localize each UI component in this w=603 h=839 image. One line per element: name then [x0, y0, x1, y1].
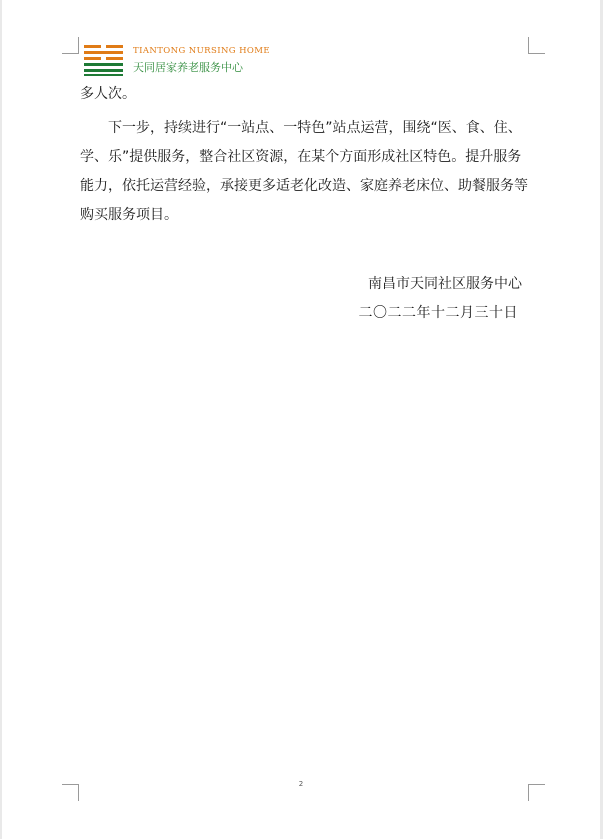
signature-date: 二〇二二年十二月三十日: [358, 305, 518, 321]
paragraph-continuation: [80, 80, 532, 109]
paragraph-next-steps: [80, 114, 532, 230]
logo-icon: [84, 44, 124, 76]
margin-corner-mark: [528, 37, 545, 54]
brand-english-name: TIANTONG NURSING HOME: [133, 46, 270, 56]
document-page: [2, 0, 600, 839]
text-line: 能力，依托运营经验，承接更多适老化改造、家庭养老床位、助餐服务等: [80, 178, 528, 194]
margin-corner-mark: [62, 37, 79, 54]
page-number: 2: [298, 780, 304, 788]
text-line: 学、乐”提供服务，整合社区资源，在某个方面形成社区特色。提升服务: [80, 149, 522, 165]
brand-chinese-name: 天同居家养老服务中心: [133, 61, 243, 74]
text-line: 购买服务项目。: [80, 207, 178, 223]
text-line: 多人次。: [80, 86, 136, 102]
signature-organization: 南昌市天同社区服务中心: [368, 276, 522, 292]
text-line: 下一步，持续进行“一站点、一特色”站点运营，围绕“医、食、住、: [108, 120, 522, 136]
